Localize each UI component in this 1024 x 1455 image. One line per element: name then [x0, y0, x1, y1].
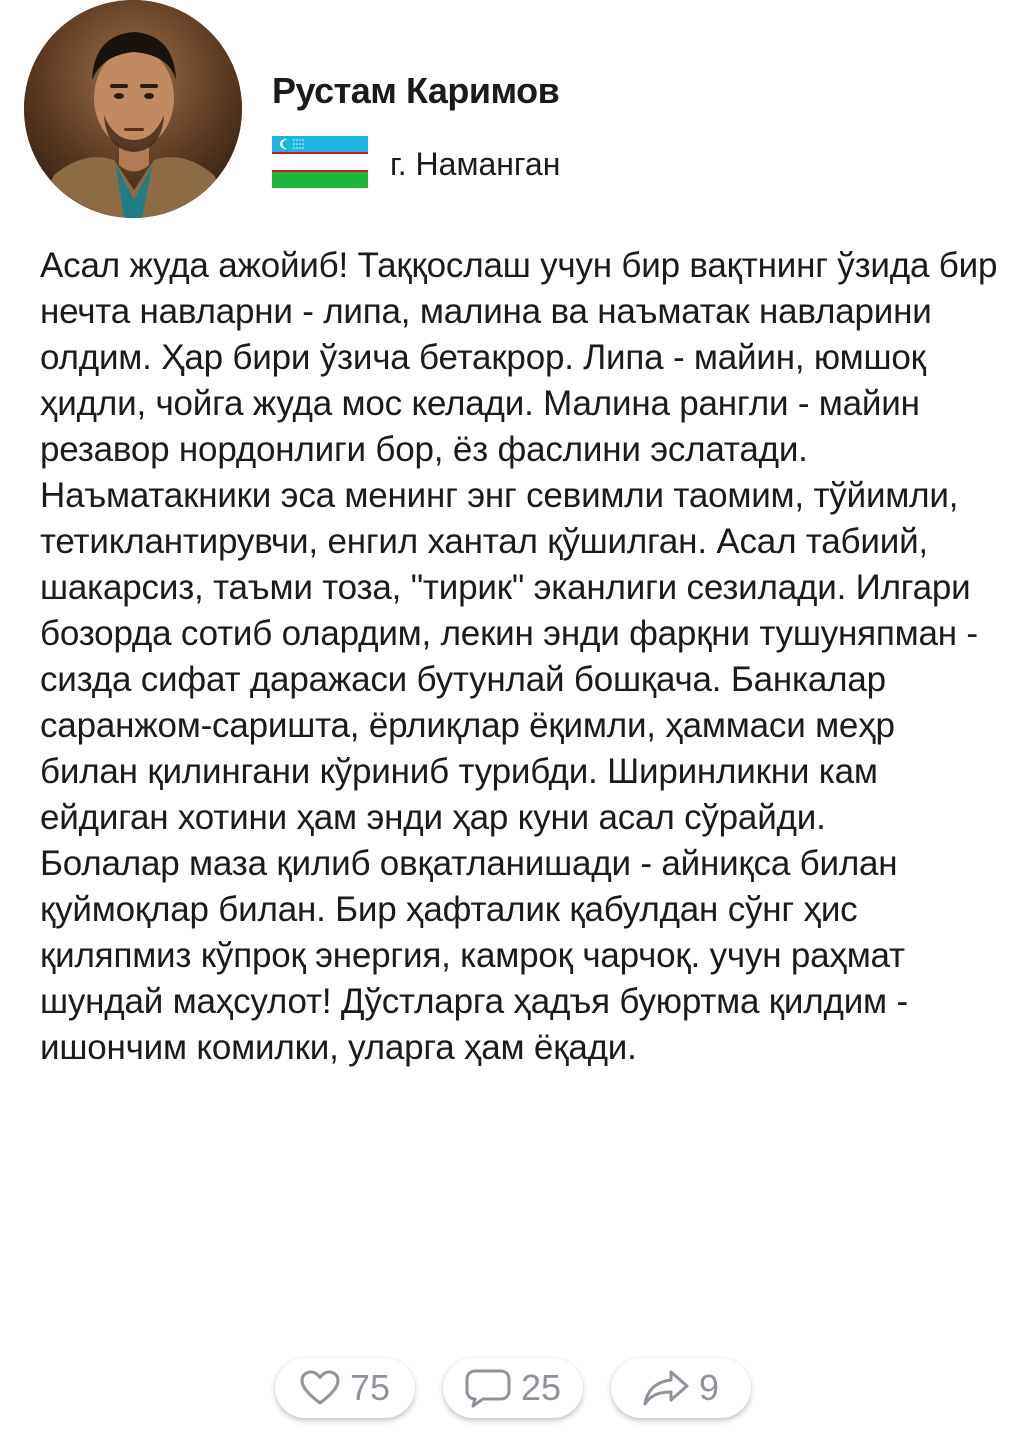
like-count: 75 — [349, 1367, 391, 1408]
author-avatar[interactable] — [24, 0, 242, 218]
avatar-photo — [24, 0, 242, 218]
comment-count: 25 — [520, 1367, 562, 1408]
share-button[interactable] — [611, 1358, 751, 1418]
post-actions — [275, 1358, 751, 1418]
review-body — [40, 243, 1000, 1071]
uzbekistan-flag-icon — [272, 136, 368, 188]
review-paragraph: Асал жуда ажойиб! Таққослаш учун бир вақтнинг ўзида бир нечта навларни - липа, малина ва наъматак навларини олдим. Ҳар бири ўзича бетакрор. Липа - майин, юмшоқ ҳидли, чойга жуда мос келади. Малина рангли - майин резавор нордонлиги бор, ёз фаслини эслатади. Наъматакники эса менинг энг севимли таомим, тўйимли, тетиклантирувчи, енгил хантал қўшилган. Асал табиий, шакарсиз, таъми тоза, "тирик" эканлиги сезилади. Илгари бозорда сотиб олардим, лекин энди фарқни тушуняпман - сизда сифат даражаси бутунлай бошқача. Банкалар саранжом-саришта, ёрлиқлар ёқимли, ҳаммаси меҳр билан қилингани кўриниб турибди. Ширинликни кам ейдиган хотини ҳам энди ҳар куни асал сўрайди. — [40, 246, 998, 837]
author-city: г. Наманган — [390, 146, 561, 182]
review-paragraph: Болалар маза қилиб овқатланишади - айниқса билан қуймоқлар билан. Бир ҳафталик қабулдан сўнг ҳис қиляпмиз кўпроқ энергия, камроқ чарчоқ. учун раҳмат шундай маҳсулот! Дўстларга ҳадъя буюртма қилдим - ишончим комилки, уларга ҳам ёқади. — [40, 844, 908, 1067]
comment-button[interactable] — [443, 1358, 583, 1418]
author-name[interactable]: Рустам Каримов — [272, 70, 560, 111]
speech-bubble-icon — [465, 1368, 511, 1408]
like-button[interactable] — [275, 1358, 415, 1418]
heart-icon — [300, 1370, 340, 1406]
share-arrow-icon — [643, 1369, 689, 1407]
share-count: 9 — [698, 1367, 720, 1408]
